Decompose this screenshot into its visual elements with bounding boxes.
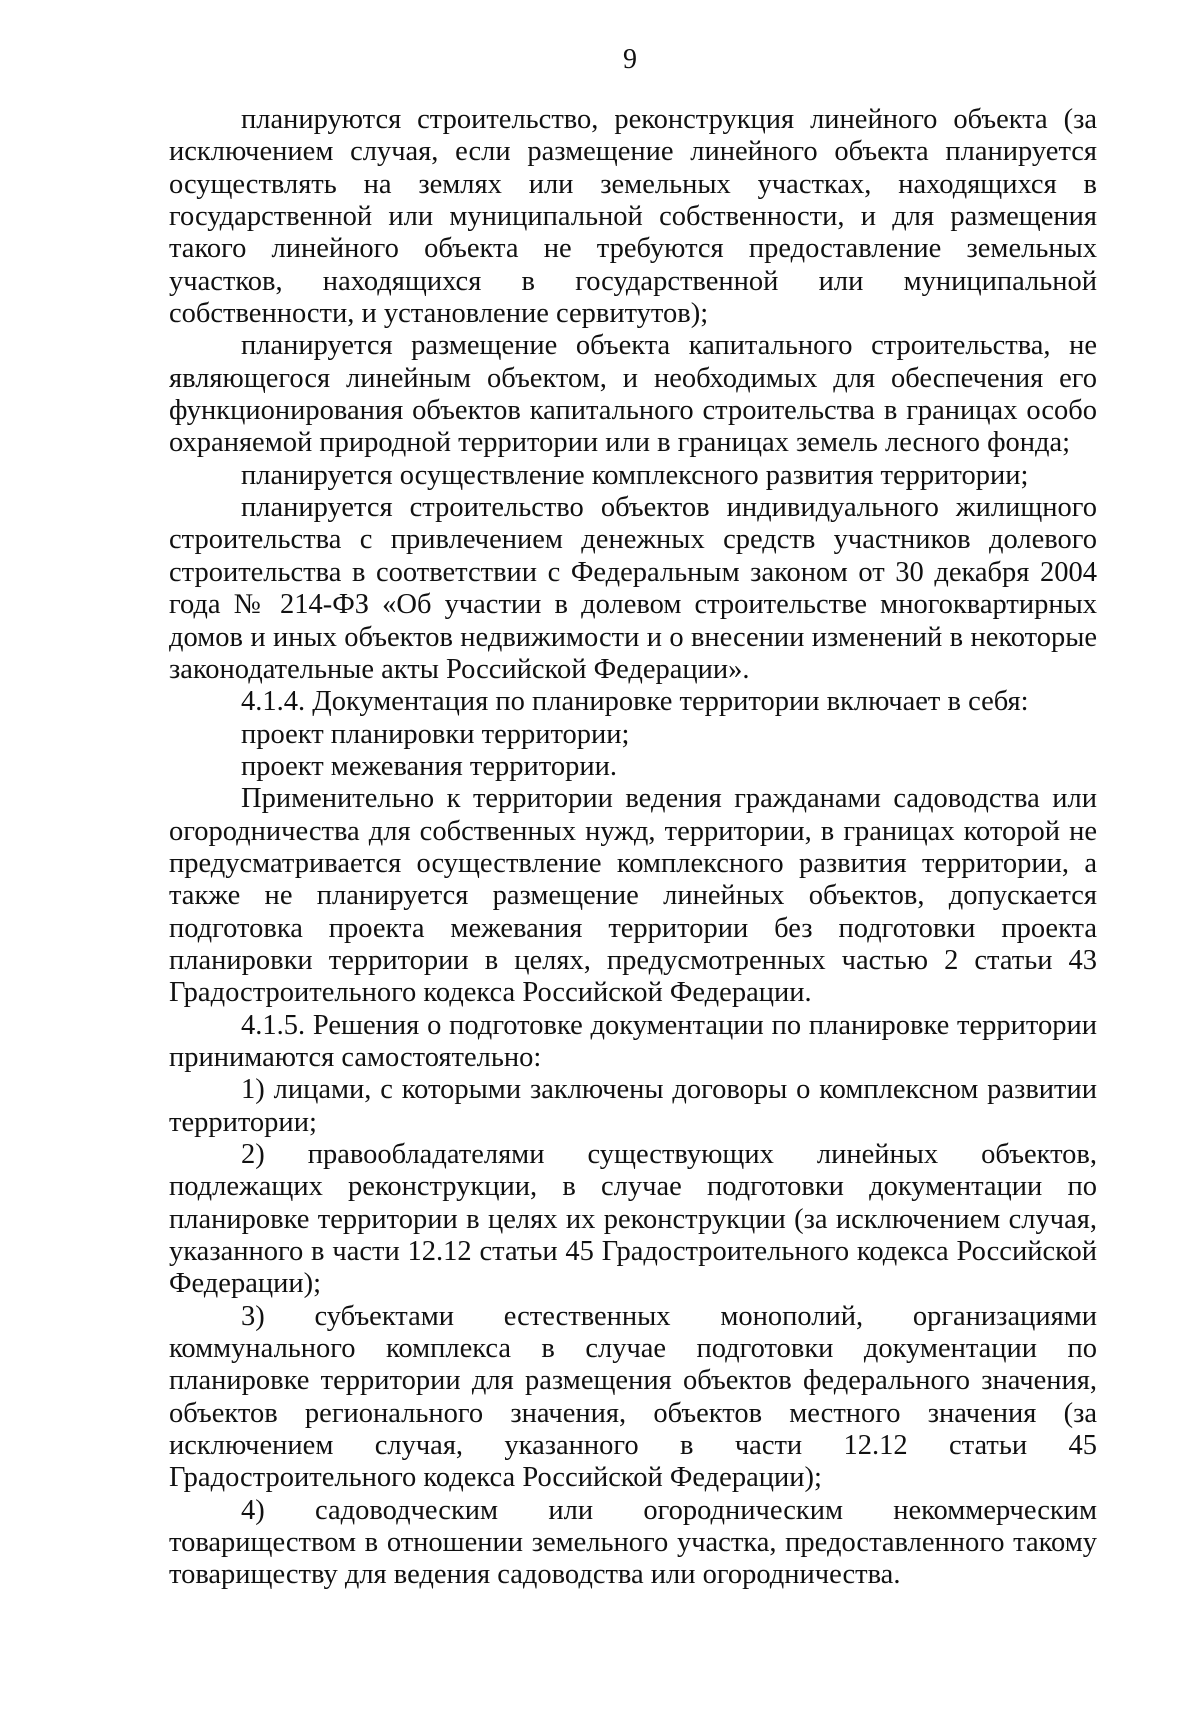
list-item-2: 2) правообладателями существующих линейных объектов, подлежащих реконструкции, в случае подготовки документации по планировке территории в целях их реконструкции (за исключением случая, указанного в части 12.12 статьи 45 Градостроительного кодекса Российской Федерации); — [169, 1139, 1097, 1300]
body-text — [169, 104, 1097, 1592]
list-item-1: 1) лицами, с которыми заключены договоры о комплексном развитии территории; — [169, 1074, 1097, 1138]
page-number: 9 — [623, 44, 637, 75]
paragraph-capital-construction: планируется размещение объекта капитального строительства, не являющегося линейным объектом, и необходимых для обеспечения его функционирования объектов капитального строительства в границах особо охраняемой природной территории или в границах земель лесного фонда; — [169, 330, 1097, 459]
paragraph-surveying-project: проект межевания территории. — [241, 750, 617, 782]
paragraph-4-1-5: 4.1.5. Решения о подготовке документации по планировке территории принимаются самостоятельно: — [169, 1009, 1097, 1073]
paragraph-individual-housing: планируется строительство объектов индивидуального жилищного строительства с привлечением денежных средств участников долевого строительства в соответствии с Федеральным законом от 30 декабря 2004 года № 214-ФЗ «Об участии в долевом строительстве многоквартирных домов и иных объектов недвижимости и о внесении изменений в некоторые законодательные акты Российской Федерации». — [169, 492, 1097, 685]
list-item-3: 3) субъектами естественных монополий, организациями коммунального комплекса в случае подготовки документации по планировке территории для размещения объектов федерального значения, объектов регионального значения, объектов местного значения (за исключением случая, указанного в части 12.12 статьи 45 Градостроительного кодекса Российской Федерации); — [169, 1300, 1097, 1494]
paragraph-complex-development: планируется осуществление комплексного развития территории; — [241, 459, 1029, 491]
paragraph-4-1-4: 4.1.4. Документация по планировке территории включает в себя: — [241, 686, 1029, 718]
paragraph-linear-object: планируются строительство, реконструкция линейного объекта (за исключением случая, если размещение линейного объекта планируется осуществлять на землях или земельных участках, находящихся в государственной или муниципальной собственности, и для размещения такого линейного объекта не требуются предоставление земельных участков, находящихся в государственной или муниципальной собственности, и установление сервитутов); — [169, 104, 1097, 330]
paragraph-planning-project: проект планировки территории; — [241, 718, 630, 750]
paragraph-gardening-territory: Применительно к территории ведения гражданами садоводства или огородничества для собственных нужд, территории, в границах которой не предусматривается осуществление комплексного развития территории, а также не планируется размещение линейных объектов, допускается подготовка проекта межевания территории без подготовки проекта планировки территории в целях, предусмотренных частью 2 статьи 43 Градостроительного кодекса Российской Федерации. — [169, 783, 1097, 1009]
list-item-4: 4) садоводческим или огородническим некоммерческим товариществом в отношении земельного участка, предоставленного такому товариществу для ведения садоводства или огородничества. — [169, 1494, 1097, 1591]
